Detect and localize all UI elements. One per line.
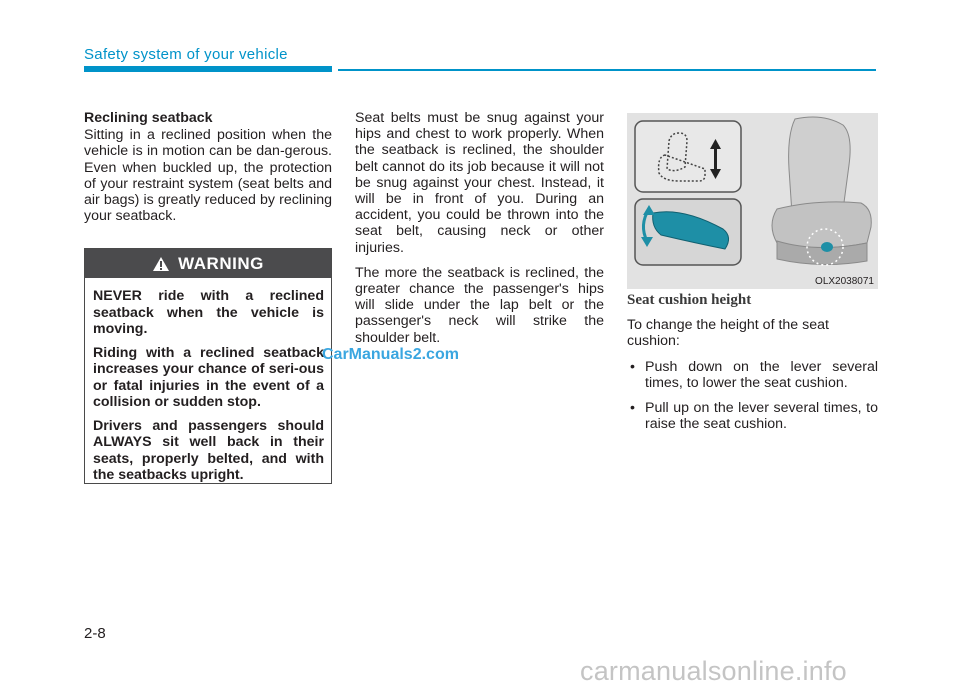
warning-title: WARNING: [178, 253, 264, 273]
col2-para-1: Seat belts must be snug against your hips and chest to work properly. When the seatback is reclined, the shoulder belt cannot do its job because it will not be snug against your chest. Instead, it will be in front of you. During an accident, you could be thrown into the seat belt, causing neck or other injuries.: [355, 110, 604, 256]
page-number: 2-8: [84, 625, 106, 642]
seat-figure: [627, 113, 878, 289]
seat-cushion-intro: To change the height of the seat cushion:: [627, 317, 829, 350]
bullet-text-1: Push down on the lever several times, to lower the seat cushion.: [645, 358, 878, 391]
reclining-seatback-heading: Reclining seatback: [84, 110, 213, 126]
list-item: [627, 359, 878, 391]
header-bar: [84, 66, 332, 72]
watermark-text: CarManuals2.com: [322, 346, 459, 363]
bullet-text-2: Pull up on the lever several times, to raise the seat cushion.: [645, 400, 878, 433]
warning-header: [85, 249, 331, 278]
seat-cushion-height-heading: Seat cushion height: [627, 292, 752, 308]
column-2: [355, 110, 604, 355]
figure-code: OLX2038071: [815, 276, 874, 287]
column-1: [84, 110, 332, 233]
warning-para-3: Drivers and passengers should ALWAYS sit well back in their seats, properly belted, and with the seatbacks upright.: [93, 417, 324, 483]
warning-body: [85, 278, 331, 484]
list-item: [627, 400, 878, 432]
warning-triangle-icon: [152, 256, 170, 272]
column-3: [627, 292, 878, 441]
seat-illustration: [627, 113, 878, 289]
warning-para-1: NEVER ride with a reclined seatback when the vehicle is moving.: [93, 288, 324, 337]
warning-box: [84, 248, 332, 484]
seat-body: [772, 117, 871, 265]
warning-para-2: Riding with a reclined seatback increases your chance of seri-ous or fatal injuries in the event of a collision or sudden stop.: [93, 344, 324, 410]
header-rule: [338, 69, 876, 71]
footer-watermark: carmanualsonline.info: [580, 656, 847, 686]
section-title: Safety system of your vehicle: [84, 46, 288, 63]
reclining-paragraph: Sitting in a reclined position when the vehicle is in motion can be dan-gerous. Even when buckled up, the protection of your restraint system (seat belts and air bags) is greatly reduced by reclining your seatback.: [84, 127, 332, 225]
bullet-icon: •: [630, 400, 635, 417]
bullet-icon: •: [630, 358, 635, 375]
instruction-list: [627, 359, 878, 433]
col2-para-2: The more the seatback is reclined, the greater chance the passenger's hips will slide under the lap belt or the passenger's neck will strike the shoulder belt.: [355, 264, 604, 346]
